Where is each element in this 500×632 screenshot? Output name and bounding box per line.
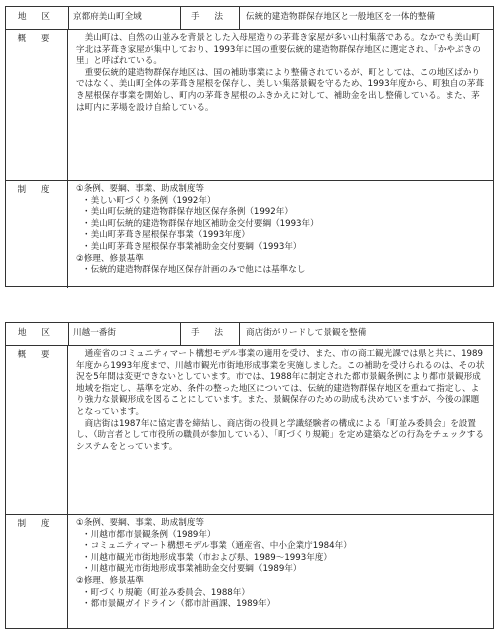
overview-label: 概 要 (6, 346, 68, 514)
list-item: ・伝統的建造物群保存地区保存計画のみで他には基準なし (82, 265, 306, 276)
overview-text (68, 30, 493, 180)
system-list (68, 181, 493, 288)
card-header (6, 323, 493, 346)
card-header (6, 7, 493, 30)
overview-paragraph: 美山町は、自然の山並みを背景とした入母屋造りの茅葺き家屋が多い山村集落である。なかでも美山町字北は茅葺き家屋が集中しており、1993年に国の重要伝統的建造物群保存地区に選定され、「かやぶきの里」と呼ばれている。 (76, 33, 481, 67)
list-item: ・美山町茅葺き屋根保存事業補助金交付要綱（1993年） (82, 241, 302, 252)
record-card-kawagoe (5, 322, 494, 629)
system-row (6, 515, 493, 629)
method-value: 商店街がリードして景観を整備 (246, 328, 367, 339)
list-item: ・美山町伝統的建造物群保存地区補助金交付要綱（1993年） (82, 218, 319, 229)
area-label: 地 区 (6, 7, 69, 29)
overview-row (6, 346, 493, 515)
overview-label: 概 要 (6, 30, 68, 180)
method-label: 手 法 (181, 7, 240, 29)
overview-text (68, 346, 493, 514)
record-card-miyama (5, 6, 494, 287)
list-item: ②修理、修景基準 (76, 253, 144, 264)
overview-paragraph: 通産省のコミュニティマート構想モデル事業の適用を受け、また、市の商工観光課では県と共に、1989年度から1993年度まで、川越市観光市街地形成事業を実施しました。この補助を受けられるのは、その状況を5年間は変更できないとしています。市では、1988年に制定された都市景観条例により都市景観形成地域を指定し、基準を定め、条件の整った地区については、伝統的建造物群保存地区を重ねて指定し、より強力な景観形成を図ることにしています。また、景観保存のための助成も決めていますが、今後の課題となっています。 (76, 349, 485, 417)
list-item: ①条例、要綱、事業、助成制度等 (76, 518, 205, 528)
method-label: 手 法 (181, 323, 240, 345)
list-item: ・都市景観ガイドライン（都市計画課、1989年） (82, 599, 276, 610)
system-row (6, 181, 493, 288)
overview-paragraph: 重要伝統的建造物群保存地区は、国の補助事業により整備されているが、町としては、この地区ばかりではなく、美山町全体の茅葺き屋根を保存し、美しい集落景観を守るため、1993年度から、町独自の茅葺き屋根保存事業を開始し、町内の茅葺き屋根のふきかえに対して、補助金を出し整備している。また、茅は町内に茅場を設け自給している。 (76, 67, 485, 113)
list-item: ・美しい町づくり条例（1992年） (82, 195, 216, 206)
area-value: 京都府美山町全域 (69, 7, 181, 29)
method-value: 伝統的建造物群保存地区と一般地区を一体的整備 (246, 12, 436, 23)
list-item: ・川越市都市景観条例（1989年） (82, 529, 216, 540)
system-label: 制 度 (6, 515, 68, 629)
list-item: ②修理、修景基準 (76, 575, 144, 586)
area-value: 川越一番街 (69, 323, 181, 345)
system-list (68, 515, 493, 629)
overview-row (6, 30, 493, 181)
overview-paragraph: 商店街は1987年に協定書を締結し、商店街の役員と学識経験者の構成による「町並み委員会」を設置し、（助言者として市役所の職員が参加している）、「町づくり規範」を定め建築などの行為をチェックするシステムをとっています。 (76, 418, 484, 452)
list-item: ・コミュニティマート構想モデル事業（通産省、中小企業庁1984年） (82, 541, 352, 552)
list-item: ・美山町茅葺き屋根保存事業（1993年度） (82, 230, 250, 241)
list-item: ・美山町伝統的建造物群保存地区保存条例（1992年） (82, 207, 293, 218)
list-item: ・川越市観光市街地形成事業（市および県、1989～1993年度） (82, 552, 332, 563)
list-item: ・町づくり規範（町並み委員会、1988年） (82, 587, 250, 598)
list-item: ①条例、要綱、事業、助成制度等 (76, 184, 205, 194)
system-label: 制 度 (6, 181, 68, 288)
list-item: ・川越市観光市街地形成事業補助金交付要綱（1989年） (82, 564, 302, 575)
area-label: 地 区 (6, 323, 69, 345)
